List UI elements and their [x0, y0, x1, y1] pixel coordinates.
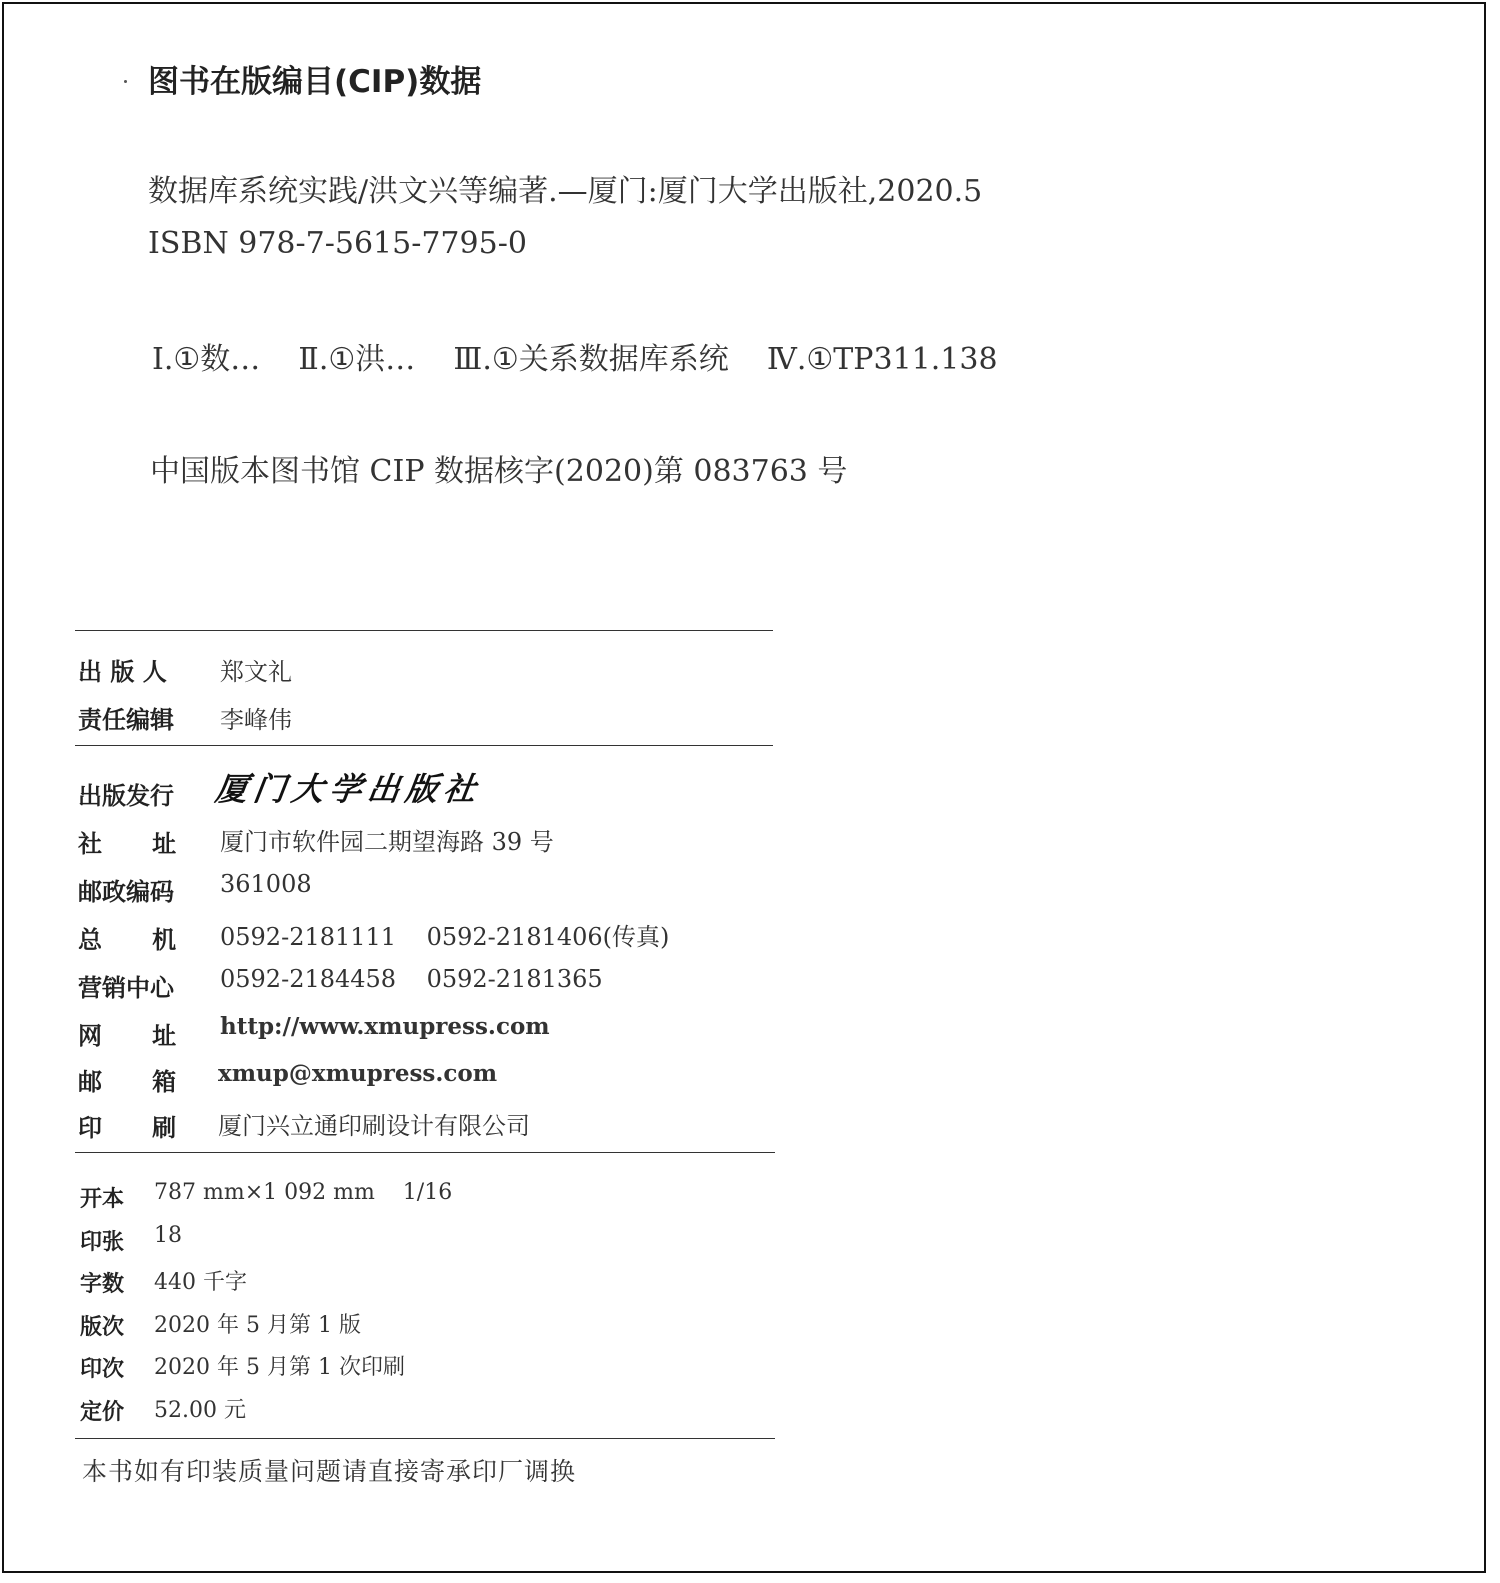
address-value: 厦门市软件园二期望海路 39 号 — [220, 828, 554, 856]
divider-top — [75, 630, 773, 631]
cip-isbn: ISBN 978-7-5615-7795-0 — [148, 226, 527, 261]
email-link[interactable]: xmup@xmupress.com — [218, 1060, 498, 1087]
edition-label: 版次 — [80, 1315, 125, 1340]
printing-value: 2020 年 5 月第 1 次印刷 — [154, 1355, 405, 1380]
sheets-value: 18 — [154, 1223, 182, 1248]
editor-label: 责任编辑 — [78, 706, 174, 734]
printing-label: 印次 — [80, 1357, 125, 1382]
cip-bibliographic-line: 数据库系统实践/洪文兴等编著.—厦门:厦门大学出版社,2020.5 — [148, 174, 983, 209]
publisher-logo: 厦门大学出版社 — [213, 770, 485, 808]
cip-library-note: 中国版本图书馆 CIP 数据核字(2020)第 083763 号 — [150, 454, 848, 489]
price-value: 52.00 元 — [154, 1398, 246, 1423]
switchboard-value: 0592-2181111 0592-2181406(传真) — [220, 923, 670, 951]
publisher-person-label: 出 版 人 — [78, 658, 167, 686]
website-label: 网 址 — [78, 1022, 177, 1050]
printer-value: 厦门兴立通印刷设计有限公司 — [218, 1112, 530, 1140]
publisher-person-value: 郑文礼 — [220, 658, 292, 686]
printer-label: 印 刷 — [78, 1114, 177, 1142]
divider-publisher — [75, 1152, 775, 1153]
wordcount-value: 440 千字 — [154, 1270, 247, 1295]
postcode-label: 邮政编码 — [78, 878, 174, 906]
scan-speck — [124, 80, 127, 83]
format-value: 787 mm×1 092 mm 1/16 — [154, 1180, 453, 1205]
divider-specs — [75, 1438, 775, 1439]
website-link[interactable]: http://www.xmupress.com — [220, 1013, 550, 1040]
format-label: 开本 — [80, 1187, 125, 1212]
address-label: 社 址 — [78, 830, 177, 858]
switchboard-label: 总 机 — [78, 926, 177, 954]
cip-title: 图书在版编目(CIP)数据 — [148, 64, 482, 100]
editor-value: 李峰伟 — [220, 706, 292, 734]
quality-notice: 本书如有印装质量问题请直接寄承印厂调换 — [82, 1457, 577, 1486]
divider-staff — [75, 745, 773, 746]
email-label: 邮 箱 — [78, 1068, 177, 1096]
cip-classification: Ⅰ.①数… Ⅱ.①洪… Ⅲ.①关系数据库系统 Ⅳ.①TP311.138 — [152, 342, 998, 377]
price-label: 定价 — [80, 1400, 125, 1425]
postcode-value: 361008 — [220, 870, 312, 898]
sheets-label: 印张 — [80, 1230, 125, 1255]
marketing-value: 0592-2184458 0592-2181365 — [220, 965, 603, 993]
wordcount-label: 字数 — [80, 1272, 125, 1297]
edition-value: 2020 年 5 月第 1 版 — [154, 1313, 361, 1338]
publisher-label: 出版发行 — [78, 782, 174, 810]
marketing-label: 营销中心 — [78, 974, 174, 1002]
